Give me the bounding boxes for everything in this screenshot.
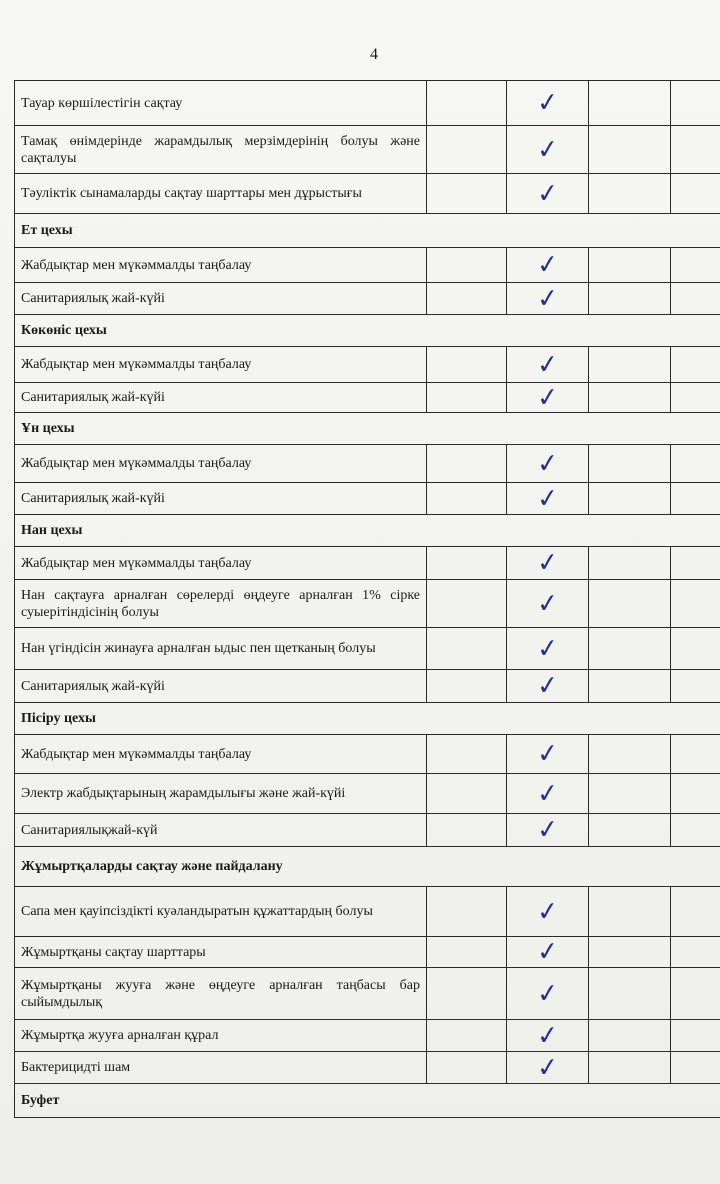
compliance-mark-cell <box>507 483 589 515</box>
empty-cell <box>427 347 507 383</box>
empty-cell <box>427 887 507 937</box>
section-title: Көкөніс цехы <box>15 315 720 347</box>
empty-cell <box>671 968 720 1020</box>
requirement-text: Санитариялық жай-күйі <box>15 283 427 315</box>
section-header-row <box>15 413 720 445</box>
empty-cell <box>427 126 507 174</box>
requirement-text: Жабдықтар мен мүкәммалды таңбалау <box>15 347 427 383</box>
checklist-row <box>15 774 720 814</box>
compliance-mark-cell <box>507 814 589 847</box>
empty-cell <box>589 887 671 937</box>
handwritten-check-icon: ✓ <box>535 133 560 166</box>
handwritten-check-icon: ✓ <box>535 737 560 771</box>
empty-cell <box>589 1052 671 1084</box>
handwritten-check-icon: ✓ <box>535 86 560 120</box>
empty-cell <box>671 383 720 413</box>
empty-cell <box>671 347 720 383</box>
checklist-row <box>15 445 720 483</box>
empty-cell <box>427 283 507 315</box>
section-title: Буфет <box>15 1084 720 1118</box>
empty-cell <box>671 887 720 937</box>
handwritten-check-icon: ✓ <box>535 447 560 480</box>
empty-cell <box>671 483 720 515</box>
compliance-mark-cell <box>507 774 589 814</box>
compliance-mark-cell <box>507 126 589 174</box>
handwritten-check-icon: ✓ <box>535 282 560 315</box>
empty-cell <box>589 968 671 1020</box>
section-header-row <box>15 515 720 547</box>
empty-cell <box>589 814 671 847</box>
compliance-mark-cell <box>507 1020 589 1052</box>
requirement-text: Бактерицидті шам <box>15 1052 427 1084</box>
requirement-text: Жабдықтар мен мүкәммалды таңбалау <box>15 547 427 580</box>
section-title: Ұн цехы <box>15 413 720 445</box>
empty-cell <box>427 383 507 413</box>
empty-cell <box>671 81 720 126</box>
empty-cell <box>427 248 507 283</box>
requirement-text: Жұмыртқа жууға арналған құрал <box>15 1020 427 1052</box>
empty-cell <box>427 547 507 580</box>
empty-cell <box>671 547 720 580</box>
empty-cell <box>589 81 671 126</box>
checklist-row <box>15 1020 720 1052</box>
checklist-row <box>15 814 720 847</box>
checklist-row <box>15 283 720 315</box>
section-title: Пісіру цехы <box>15 703 720 735</box>
empty-cell <box>427 81 507 126</box>
requirement-text: Жабдықтар мен мүкәммалды таңбалау <box>15 445 427 483</box>
handwritten-check-icon: ✓ <box>535 248 560 282</box>
compliance-mark-cell <box>507 1052 589 1084</box>
empty-cell <box>589 1020 671 1052</box>
compliance-mark-cell <box>507 383 589 413</box>
empty-cell <box>589 937 671 968</box>
requirement-text: Тамақ өнімдерінде жарамдылық мерзімдерінің болуы және сақталуы <box>15 126 427 174</box>
empty-cell <box>589 347 671 383</box>
empty-cell <box>427 814 507 847</box>
checklist-row <box>15 126 720 174</box>
compliance-mark-cell <box>507 628 589 670</box>
checklist-row <box>15 628 720 670</box>
empty-cell <box>589 126 671 174</box>
requirement-text: Жабдықтар мен мүкәммалды таңбалау <box>15 735 427 774</box>
empty-cell <box>427 1020 507 1052</box>
section-header-row <box>15 703 720 735</box>
handwritten-check-icon: ✓ <box>535 381 560 414</box>
checklist-row <box>15 347 720 383</box>
empty-cell <box>589 547 671 580</box>
handwritten-check-icon: ✓ <box>535 177 560 210</box>
compliance-mark-cell <box>507 81 589 126</box>
compliance-mark-cell <box>507 670 589 703</box>
requirement-text: Санитариялықжай-күй <box>15 814 427 847</box>
empty-cell <box>427 968 507 1020</box>
empty-cell <box>427 774 507 814</box>
requirement-text: Сапа мен қауіпсіздікті куәландыратын құжаттардың болуы <box>15 887 427 937</box>
checklist-row <box>15 670 720 703</box>
checklist-row <box>15 968 720 1020</box>
compliance-mark-cell <box>507 547 589 580</box>
requirement-text: Тауар көршілестігін сақтау <box>15 81 427 126</box>
handwritten-check-icon: ✓ <box>535 348 560 381</box>
compliance-mark-cell <box>507 968 589 1020</box>
empty-cell <box>671 735 720 774</box>
empty-cell <box>671 283 720 315</box>
handwritten-check-icon: ✓ <box>535 1019 560 1052</box>
handwritten-check-icon: ✓ <box>535 587 560 620</box>
handwritten-check-icon: ✓ <box>535 632 560 665</box>
empty-cell <box>671 445 720 483</box>
requirement-text: Жабдықтар мен мүкәммалды таңбалау <box>15 248 427 283</box>
checklist-row <box>15 1052 720 1084</box>
empty-cell <box>671 937 720 968</box>
compliance-mark-cell <box>507 445 589 483</box>
requirement-text: Электр жабдықтарының жарамдылығы және жай-күйі <box>15 774 427 814</box>
empty-cell <box>427 1052 507 1084</box>
checklist-row <box>15 383 720 413</box>
empty-cell <box>589 774 671 814</box>
requirement-text: Санитариялық жай-күйі <box>15 383 427 413</box>
checklist-row <box>15 547 720 580</box>
empty-cell <box>671 1052 720 1084</box>
handwritten-check-icon: ✓ <box>535 669 560 703</box>
empty-cell <box>671 814 720 847</box>
requirement-text: Санитариялық жай-күйі <box>15 670 427 703</box>
empty-cell <box>671 580 720 628</box>
handwritten-check-icon: ✓ <box>535 813 560 847</box>
compliance-mark-cell <box>507 735 589 774</box>
empty-cell <box>671 248 720 283</box>
requirement-text: Жұмыртқаны жууға және өңдеуге арналған таңбасы бар сыйымдылық <box>15 968 427 1020</box>
empty-cell <box>589 445 671 483</box>
empty-cell <box>427 580 507 628</box>
empty-cell <box>427 670 507 703</box>
inspection-checklist-table <box>14 80 720 1118</box>
empty-cell <box>427 735 507 774</box>
compliance-mark-cell <box>507 937 589 968</box>
checklist-row <box>15 483 720 515</box>
section-header-row <box>15 214 720 248</box>
requirement-text: Жұмыртқаны сақтау шарттары <box>15 937 427 968</box>
empty-cell <box>671 774 720 814</box>
section-header-row <box>15 315 720 347</box>
checklist-row <box>15 81 720 126</box>
checklist-row <box>15 937 720 968</box>
checklist-row <box>15 887 720 937</box>
checklist-row <box>15 580 720 628</box>
requirement-text: Нан сақтауға арналған сөрелерді өңдеуге арналған 1% сірке суыерітіндісінің болуы <box>15 580 427 628</box>
empty-cell <box>427 628 507 670</box>
empty-cell <box>671 628 720 670</box>
compliance-mark-cell <box>507 887 589 937</box>
checklist-row <box>15 735 720 774</box>
section-title: Нан цехы <box>15 515 720 547</box>
empty-cell <box>671 1020 720 1052</box>
compliance-mark-cell <box>507 283 589 315</box>
empty-cell <box>671 174 720 214</box>
empty-cell <box>589 735 671 774</box>
section-title: Жұмыртқаларды сақтау және пайдалану <box>15 847 720 887</box>
requirement-text: Тәуліктік сынамаларды сақтау шарттары мен дұрыстығы <box>15 174 427 214</box>
section-title: Ет цехы <box>15 214 720 248</box>
empty-cell <box>589 248 671 283</box>
requirement-text: Нан үгіндісін жинауға арналған ыдыс пен щетканың болуы <box>15 628 427 670</box>
handwritten-check-icon: ✓ <box>535 977 560 1010</box>
empty-cell <box>427 174 507 214</box>
handwritten-check-icon: ✓ <box>535 482 560 515</box>
empty-cell <box>427 483 507 515</box>
empty-cell <box>427 445 507 483</box>
empty-cell <box>589 383 671 413</box>
empty-cell <box>427 937 507 968</box>
checklist-row <box>15 248 720 283</box>
handwritten-check-icon: ✓ <box>535 777 560 810</box>
compliance-mark-cell <box>507 347 589 383</box>
checklist-row <box>15 174 720 214</box>
section-header-row <box>15 847 720 887</box>
compliance-mark-cell <box>507 580 589 628</box>
handwritten-check-icon: ✓ <box>535 935 560 969</box>
compliance-mark-cell <box>507 248 589 283</box>
page-number: 4 <box>370 46 378 63</box>
checklist-body <box>15 81 720 1118</box>
empty-cell <box>589 670 671 703</box>
handwritten-check-icon: ✓ <box>535 546 560 580</box>
handwritten-check-icon: ✓ <box>535 1051 560 1084</box>
empty-cell <box>589 174 671 214</box>
empty-cell <box>589 283 671 315</box>
requirement-text: Санитариялық жай-күйі <box>15 483 427 515</box>
handwritten-check-icon: ✓ <box>535 895 560 928</box>
compliance-mark-cell <box>507 174 589 214</box>
empty-cell <box>671 126 720 174</box>
empty-cell <box>671 670 720 703</box>
empty-cell <box>589 628 671 670</box>
section-header-row <box>15 1084 720 1118</box>
empty-cell <box>589 580 671 628</box>
empty-cell <box>589 483 671 515</box>
